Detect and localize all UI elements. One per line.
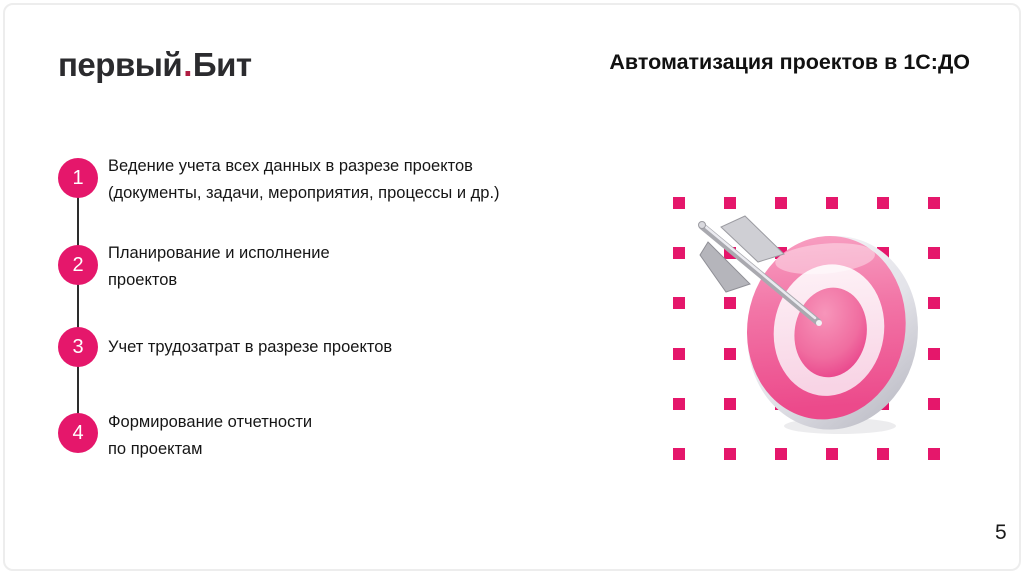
grid-square (673, 247, 685, 259)
grid-square (724, 448, 736, 460)
list-item-line: Ведение учета всех данных в разрезе проектов (108, 157, 473, 175)
list-item (108, 153, 608, 207)
list-item-line: Учет трудозатрат в разрезе проектов (108, 338, 393, 356)
company-logo (58, 46, 252, 84)
grid-square (775, 448, 787, 460)
grid-square (673, 297, 685, 309)
grid-square (877, 448, 889, 460)
list-item-line: проектов (108, 271, 178, 289)
list-item-line: Планирование и исполнение (108, 244, 330, 262)
grid-square (775, 197, 787, 209)
grid-square (928, 398, 940, 410)
page-number: 5 (995, 521, 1007, 544)
logo-text-1: первый (58, 46, 183, 83)
logo-dot-icon: . (183, 46, 192, 83)
step-number-badge-2: 2 (58, 245, 98, 285)
grid-square (724, 197, 736, 209)
grid-square (928, 348, 940, 360)
grid-square (928, 247, 940, 259)
grid-square (826, 448, 838, 460)
slide-title: Автоматизация проектов в 1С:ДО (609, 50, 970, 74)
step-connector-line (77, 178, 79, 433)
logo-text-2: Бит (192, 46, 252, 83)
grid-square (673, 348, 685, 360)
step-number-badge-4: 4 (58, 413, 98, 453)
step-number-badge-3: 3 (58, 327, 98, 367)
list-item-line: по проектам (108, 440, 203, 458)
list-item (108, 240, 608, 294)
grid-square (826, 197, 838, 209)
grid-square (673, 398, 685, 410)
list-item-line: Формирование отчетности (108, 413, 313, 431)
grid-square (928, 197, 940, 209)
grid-square (673, 197, 685, 209)
grid-square (673, 448, 685, 460)
grid-square (928, 448, 940, 460)
grid-square (877, 197, 889, 209)
grid-square (928, 297, 940, 309)
target-arrow-icon (688, 210, 920, 440)
target-illustration (688, 210, 920, 440)
list-item (108, 334, 608, 361)
list-item (108, 409, 608, 463)
step-number-badge-1: 1 (58, 158, 98, 198)
list-item-line: (документы, задачи, мероприятия, процессы и др.) (108, 184, 500, 202)
